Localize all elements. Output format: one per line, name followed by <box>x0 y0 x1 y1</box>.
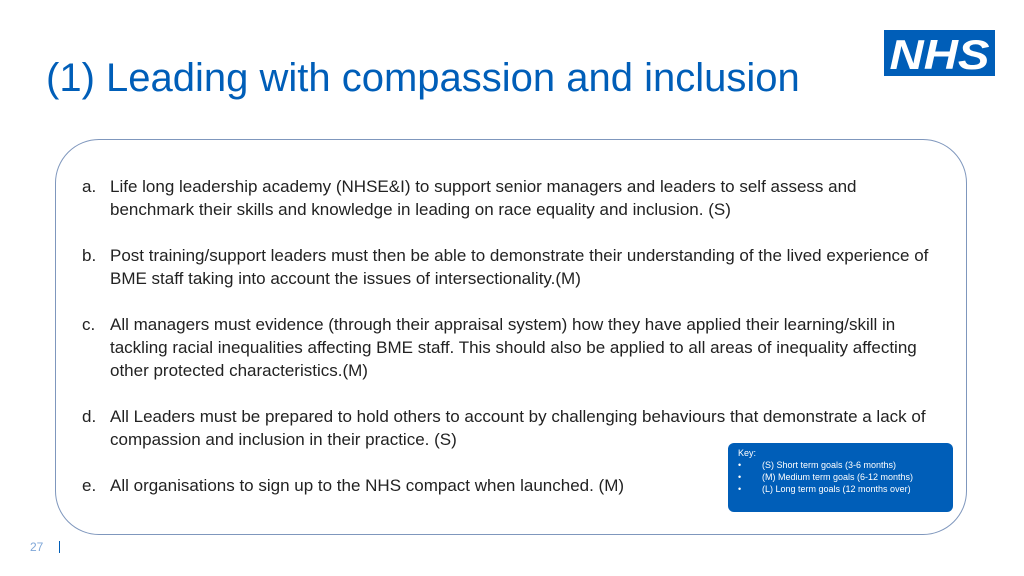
nhs-logo <box>884 30 995 76</box>
key-title: Key: <box>738 448 757 458</box>
bullet-icon: • <box>738 472 742 482</box>
key-entry-text: (L) Long term goals (12 months over) <box>762 484 911 494</box>
list-marker: d. <box>82 407 97 426</box>
list-item-c <box>82 313 932 382</box>
page-number-divider <box>59 541 60 553</box>
list-item-text: Post training/support leaders must then be able to demonstrate their understanding of the lived experience of BME staff taking into account the issues of intersectionality.(M) <box>110 246 929 288</box>
key-entry-short <box>738 459 945 471</box>
bullet-icon: • <box>738 460 742 470</box>
key-entry-text: (M) Medium term goals (6-12 months) <box>762 472 914 482</box>
bullet-icon: • <box>738 484 742 494</box>
list-marker: e. <box>82 476 97 495</box>
list-item-text: All organisations to sign up to the NHS compact when launched. (M) <box>110 476 625 495</box>
slide-title: (1) Leading with compassion and inclusion <box>46 56 800 100</box>
list-item-b <box>82 244 932 290</box>
list-item-a <box>82 175 932 221</box>
key-legend <box>728 443 953 512</box>
nhs-logo-text: NHS <box>889 31 990 76</box>
key-entry-text: (S) Short term goals (3-6 months) <box>762 460 897 470</box>
list-item-text: All Leaders must be prepared to hold others to account by challenging behaviours that demonstrate a lack of compassion and inclusion in their practice. (S) <box>110 407 926 449</box>
page-number: 27 <box>30 540 44 554</box>
list-marker: c. <box>82 315 96 334</box>
key-entry-long <box>738 483 945 495</box>
list-item-text: Life long leadership academy (NHSE&I) to support senior managers and leaders to self assess and benchmark their skills and knowledge in leading on race equality and inclusion. (S) <box>110 177 857 219</box>
key-entry-medium <box>738 471 945 483</box>
list-item-text: All managers must evidence (through their appraisal system) how they have applied their learning/skill in tackling racial inequalities affecting BME staff. This should also be applied to all areas of inequality affecting other protected characteristics.(M) <box>110 315 917 380</box>
list-marker: b. <box>82 246 97 265</box>
list-marker: a. <box>82 177 97 196</box>
